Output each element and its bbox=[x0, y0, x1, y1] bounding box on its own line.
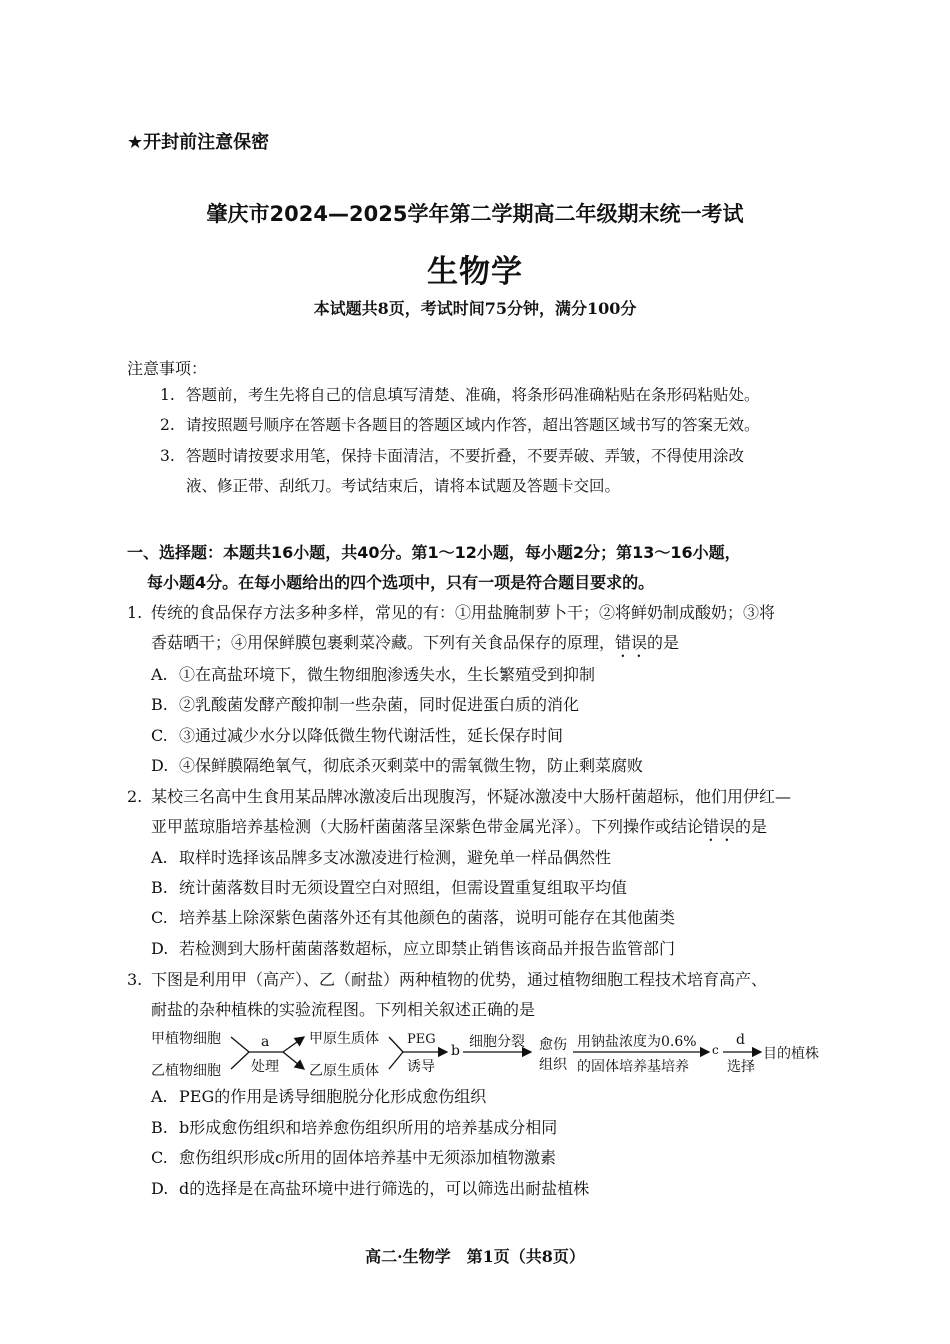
option-letter: B. bbox=[151, 1118, 168, 1137]
plant-cell-b: 乙植物细胞 bbox=[151, 1063, 221, 1079]
merge-line-bottom bbox=[231, 1052, 249, 1069]
question-1-option-b[interactable] bbox=[151, 690, 831, 720]
medium-label: 用钠盐浓度为0.6% bbox=[577, 1034, 697, 1050]
callus-label: 愈伤 bbox=[539, 1037, 567, 1053]
question-stem-line: 耐盐的杂种植株的实验流程图。下列相关叙述正确的是 bbox=[151, 1000, 536, 1019]
question-1-stem bbox=[127, 598, 827, 661]
option-letter: A. bbox=[151, 1087, 168, 1106]
step-d-label: d bbox=[736, 1032, 745, 1048]
experiment-flowchart bbox=[151, 1028, 831, 1082]
option-letter: B. bbox=[151, 878, 168, 897]
question-3-option-a[interactable] bbox=[151, 1082, 831, 1112]
question-3-option-c[interactable] bbox=[151, 1143, 831, 1173]
question-stem-line: 传统的食品保存方法多种多样，常见的有：①用盐腌制萝卜干；②将鲜奶制成酸奶；③将 bbox=[151, 603, 776, 622]
question-stem-line: 某校三名高中生食用某品牌冰激凌后出现腹泻，怀疑冰激凌中大肠杆菌超标，他们用伊红— bbox=[151, 787, 792, 806]
note-text-continued: 液、修正带、刮纸刀。考试结束后，请将本试题及答题卡交回。 bbox=[186, 477, 621, 495]
split-arrow-top bbox=[283, 1037, 304, 1052]
stem-text: 亚甲蓝琼脂培养基检测（大肠杆菌菌落呈深紫色带金属光泽）。下列操作或结论 bbox=[151, 817, 704, 836]
callus-label-2: 组织 bbox=[539, 1057, 567, 1073]
notes-heading: 注意事项： bbox=[127, 359, 208, 378]
protoplast-a: 甲原生质体 bbox=[309, 1031, 379, 1047]
section-line: 每小题4分。在每小题给出的四个选项中，只有一项是符合题目要求的。 bbox=[147, 573, 655, 592]
question-stem-line bbox=[127, 812, 827, 845]
node-b: b bbox=[451, 1043, 460, 1059]
section-line: 一、选择题：本题共16小题，共40分。第1～12小题，每小题2分；第13～16小题， bbox=[127, 543, 741, 562]
stem-text: 的是 bbox=[735, 817, 768, 836]
option-text: 取样时选择该品牌多支冰激凌进行检测，避免单一样品偶然性 bbox=[179, 848, 612, 867]
option-text: ①在高盐环境下，微生物细胞渗透失水，生长繁殖受到抑制 bbox=[179, 665, 596, 684]
option-letter: C. bbox=[151, 726, 168, 745]
option-text: 愈伤组织形成c所用的固体培养基中无须添加植物激素 bbox=[179, 1148, 556, 1167]
option-text: 培养基上除深紫色菌落外还有其他颜色的菌落，说明可能存在其他菌类 bbox=[179, 908, 676, 927]
question-3-option-b[interactable] bbox=[151, 1113, 831, 1143]
option-letter: D. bbox=[151, 1179, 169, 1198]
merge-line-top bbox=[231, 1037, 249, 1052]
question-number: 1. bbox=[127, 603, 143, 622]
option-letter: D. bbox=[151, 939, 169, 958]
step-a-label: a bbox=[261, 1034, 270, 1050]
peg-sub-label: 诱导 bbox=[407, 1059, 435, 1075]
target-plant: 目的植株 bbox=[763, 1046, 819, 1062]
emphasis-text: 错误 bbox=[703, 817, 736, 836]
question-1-option-c[interactable] bbox=[151, 721, 831, 751]
question-2-option-d[interactable] bbox=[151, 934, 831, 964]
question-3-option-d[interactable] bbox=[151, 1174, 831, 1204]
option-letter: D. bbox=[151, 756, 169, 775]
question-2-option-a[interactable] bbox=[151, 843, 831, 873]
emphasis-text: 错误 bbox=[615, 633, 648, 652]
question-stem-line bbox=[127, 628, 827, 661]
exam-info: 本试题共8页，考试时间75分钟，满分100分 bbox=[313, 299, 637, 318]
option-letter: C. bbox=[151, 1148, 168, 1167]
step-a-sub-label: 处理 bbox=[251, 1059, 279, 1075]
question-3-stem bbox=[127, 965, 827, 1025]
option-letter: C. bbox=[151, 908, 168, 927]
section-heading bbox=[127, 538, 827, 598]
question-2-option-c[interactable] bbox=[151, 903, 831, 933]
option-text: 若检测到大肠杆菌菌落数超标，应立即禁止销售该商品并报告监管部门 bbox=[179, 939, 676, 958]
note-text: 答题前，考生先将自己的信息填写清楚、准确，将条形码准确粘贴在条形码粘贴处。 bbox=[186, 386, 760, 404]
option-text: d的选择是在高盐环境中进行筛选的，可以筛选出耐盐植株 bbox=[179, 1179, 590, 1198]
question-2-stem bbox=[127, 782, 827, 845]
question-number: 3. bbox=[127, 970, 143, 989]
exam-title: 肇庆市2024—2025学年第二学期高二年级期末统一考试 bbox=[206, 202, 744, 226]
option-text: 统计菌落数目时无须设置空白对照组，但需设置重复组取平均值 bbox=[179, 878, 628, 897]
question-1-option-d[interactable] bbox=[151, 751, 831, 781]
option-text: PEG的作用是诱导细胞脱分化形成愈伤组织 bbox=[179, 1087, 487, 1106]
note-text: 请按照题号顺序在答题卡各题目的答题区域内作答，超出答题区域书写的答案无效。 bbox=[186, 416, 760, 434]
option-letter: A. bbox=[151, 848, 168, 867]
stem-text: 的是 bbox=[647, 633, 680, 652]
note-number: 3. bbox=[160, 447, 175, 465]
option-text: ②乳酸菌发酵产酸抑制一些杂菌，同时促进蛋白质的消化 bbox=[179, 695, 580, 714]
note-number: 2. bbox=[160, 416, 175, 434]
node-c: c bbox=[712, 1043, 719, 1057]
step-d-sub-label: 选择 bbox=[727, 1059, 755, 1075]
note-text: 答题时请按要求用笔，保持卡面清洁，不要折叠，不要弄破、弄皱，不得使用涂改 bbox=[186, 447, 745, 465]
medium-label-2: 的固体培养基培养 bbox=[577, 1059, 689, 1075]
note-item bbox=[160, 410, 840, 440]
protoplast-b: 乙原生质体 bbox=[309, 1063, 379, 1079]
confidential-mark: ★开封前注意保密 bbox=[127, 132, 270, 153]
division-label: 细胞分裂 bbox=[469, 1034, 525, 1050]
option-letter: B. bbox=[151, 695, 168, 714]
option-text: b形成愈伤组织和培养愈伤组织所用的培养基成分相同 bbox=[179, 1118, 558, 1137]
option-letter: A. bbox=[151, 665, 168, 684]
question-2-option-b[interactable] bbox=[151, 873, 831, 903]
subject-title: 生物学 bbox=[427, 254, 523, 290]
question-number: 2. bbox=[127, 787, 143, 806]
question-1-option-a[interactable] bbox=[151, 660, 831, 690]
stem-text: 香菇晒干；④用保鲜膜包裹剩菜冷藏。下列有关食品保存的原理， bbox=[151, 633, 616, 652]
option-text: ③通过减少水分以降低微生物代谢活性，延长保存时间 bbox=[179, 726, 564, 745]
merge-line-top-2 bbox=[389, 1037, 403, 1052]
page-footer: 高二·生物学 第1页（共8页） bbox=[365, 1247, 585, 1266]
peg-label: PEG bbox=[407, 1032, 436, 1047]
note-item bbox=[160, 441, 840, 501]
note-item bbox=[160, 380, 840, 410]
option-text: ④保鲜膜隔绝氧气，彻底杀灭剩菜中的需氧微生物，防止剩菜腐败 bbox=[179, 756, 644, 775]
merge-line-bottom-2 bbox=[389, 1052, 403, 1069]
question-stem-line: 下图是利用甲（高产）、乙（耐盐）两种植物的优势，通过植物细胞工程技术培育高产、 bbox=[151, 970, 768, 989]
split-arrow-bottom bbox=[283, 1052, 304, 1069]
note-number: 1. bbox=[160, 386, 175, 404]
plant-cell-a: 甲植物细胞 bbox=[151, 1031, 221, 1047]
